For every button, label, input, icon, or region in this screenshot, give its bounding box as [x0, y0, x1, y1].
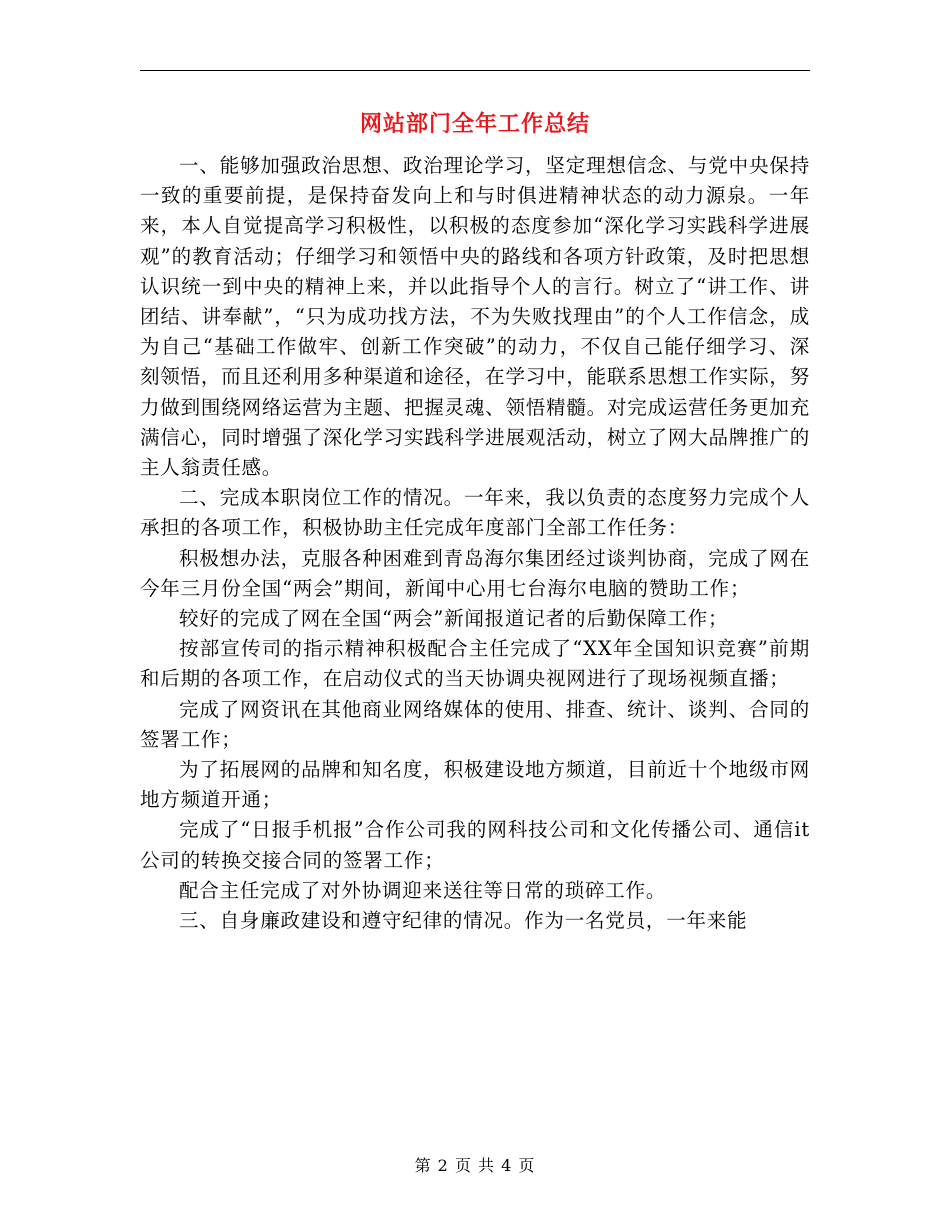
paragraph-7: 为了拓展网的品牌和知名度，积极建设地方频道，目前近十个地级市网地方频道开通；	[140, 758, 810, 812]
document-body	[140, 151, 810, 936]
page-footer: 第 2 页 共 4 页	[414, 1156, 536, 1175]
paragraph-1: 一、能够加强政治思想、政治理论学习，坚定理想信念、与党中央保持一致的重要前提，是保持奋发向上和与时俱进精神状态的动力源泉。一年来，本人自觉提高学习积极性，以积极的态度参加“深化学习实践科学进展观”的教育活动；仔细学习和领悟中央的路线和各项方针政策，及时把思想认识统一到中央的精神上来，并以此指导个人的言行。树立了“讲工作、讲团结、讲奉献”，“只为成功找方法，不为失败找理由”的个人工作信念，成为自己“基础工作做牢、创新工作突破”的动力，不仅自己能仔细学习、深刻领悟，而且还利用多种渠道和途径，在学习中，能联系思想工作实际，努力做到围绕网络运营为主题、把握灵魂、领悟精髓。对完成运营任务更加充满信心，同时增强了深化学习实践科学进展观活动，树立了网大品牌推广的主人翁责任感。	[140, 154, 810, 480]
paragraph-2: 二、完成本职岗位工作的情况。一年来，我以负责的态度努力完成个人承担的各项工作，积极协助主任完成年度部门全部工作任务：	[140, 486, 810, 540]
paragraph-10: 三、自身廉政建设和遵守纪律的情况。作为一名党员，一年来能	[179, 909, 748, 933]
header-rule	[140, 70, 810, 71]
paragraph-9: 配合主任完成了对外协调迎来送往等日常的琐碎工作。	[179, 878, 667, 902]
paragraph-5: 按部宣传司的指示精神积极配合主任完成了“XX年全国知识竞赛”前期和后期的各项工作，在启动仪式的当天协调央视网进行了现场视频直播；	[140, 637, 810, 691]
paragraph-4: 较好的完成了网在全国“两会”新闻报道记者的后勤保障工作；	[179, 607, 729, 631]
document-title: 网站部门全年工作总结	[359, 111, 590, 137]
paragraph-8: 完成了“日报手机报”合作公司我的网科技公司和文化传播公司、通信it公司的转换交接合同的签署工作；	[140, 818, 810, 872]
paragraph-6: 完成了网资讯在其他商业网络媒体的使用、排查、统计、谈判、合同的签署工作；	[140, 697, 810, 751]
paragraph-3: 积极想办法，克服各种困难到青岛海尔集团经过谈判协商，完成了网在今年三月份全国“两会”期间，新闻中心用七台海尔电脑的赞助工作；	[140, 546, 810, 600]
